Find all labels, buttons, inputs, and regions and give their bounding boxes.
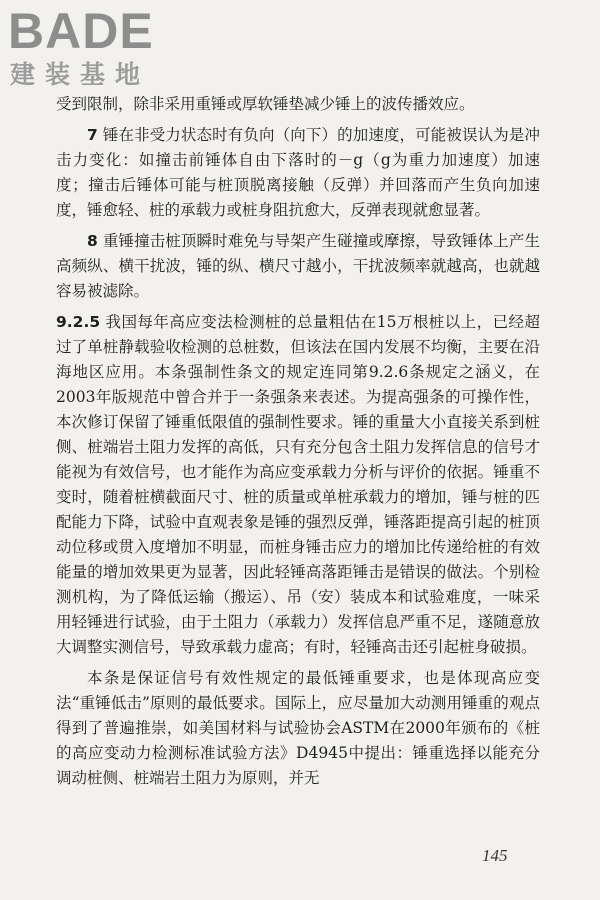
paragraph-text: 重锤撞击桩顶瞬时难免与导架产生碰撞或摩擦，导致锤体上产生高频纵、横干扰波，锤的纵、横尺寸越小，干扰波频率就越高，也就越容易被滤除。 bbox=[56, 232, 540, 300]
page-number: 145 bbox=[482, 846, 508, 865]
item-number: 7 bbox=[87, 126, 98, 144]
paragraph-text: 锤在非受力状态时有负向（向下）的加速度，可能被误认为是冲击力变化：如撞击前锤体自由下落时的－g（g为重力加速度）加速度；撞击后锤体可能与桩顶脱离接触（反弹）并回落而产生负向加速度，锤愈轻、桩的承载力或桩身阻抗愈大，反弹表现就愈显著。 bbox=[56, 126, 540, 219]
logo-subtitle: 建装基地 bbox=[10, 60, 151, 89]
paragraph-text: 我国每年高应变法检测桩的总量粗估在15万根桩以上，已经超过了单桩静载验收检测的总桩数，但该法在国内发展不均衡，主要在沿海地区应用。本条强制性条文的规定连同第9.2.6条规定之涵义，在2003年版规范中曾合并于一条强条来表述。为提高强条的可操作性，本次修订保留了锤重低限值的强制性要求。锤的重量大小直接关系到桩侧、桩端岩土阻力发挥的高低，只有充分包含土阻力发挥信息的信号才能视为有效信号，也才能作为高应变承载力分析与评价的依据。锤重不变时，随着桩横截面尺寸、桩的质量或单桩承载力的增加，锤与桩的匹配能力下降，试验中直观表象是锤的强烈反弹，锤落距提高引起的桩顶动位移或贯入度增加不明显，而桩身锤击应力的增加比传递给桩的有效能量的增加效果更为显著，因此轻锤高落距锤击是错误的做法。个别检测机构，为了降低运输（搬运）、吊（安）装成本和试验难度，一味采用轻锤进行试验，由于土阻力（承载力）发挥信息严重不足，遂随意放大调整实测信号，导致承载力虚高；有时，轻锤高击还引起桩身破损。 bbox=[56, 313, 540, 656]
paragraph-continuation bbox=[56, 92, 540, 117]
paragraph-item-8 bbox=[56, 229, 540, 304]
item-number: 8 bbox=[87, 232, 98, 250]
page-body bbox=[56, 92, 540, 797]
section-number: 9.2.5 bbox=[56, 313, 101, 331]
paragraph-item-7 bbox=[56, 123, 540, 223]
paragraph-section-9-2-5 bbox=[56, 310, 540, 660]
paragraph-text: 本条是保证信号有效性规定的最低锤重要求，也是体现高应变法“重锤低击”原则的最低要求。国际上，应尽量加大动测用锤重的观点得到了普遍推崇，如美国材料与试验协会ASTM在2000年颁布的《桩的高应变动力检测标准试验方法》D4945中提出：锤重选择以能充分调动桩侧、桩端岩土阻力为原则，并无 bbox=[56, 669, 540, 787]
paragraph-text: 受到限制，除非采用重锤或厚软锤垫减少锤上的波传播效应。 bbox=[56, 95, 475, 113]
logo-wordmark: BADE bbox=[8, 3, 154, 59]
paragraph-explanation bbox=[56, 666, 540, 791]
bade-logo bbox=[8, 3, 178, 92]
